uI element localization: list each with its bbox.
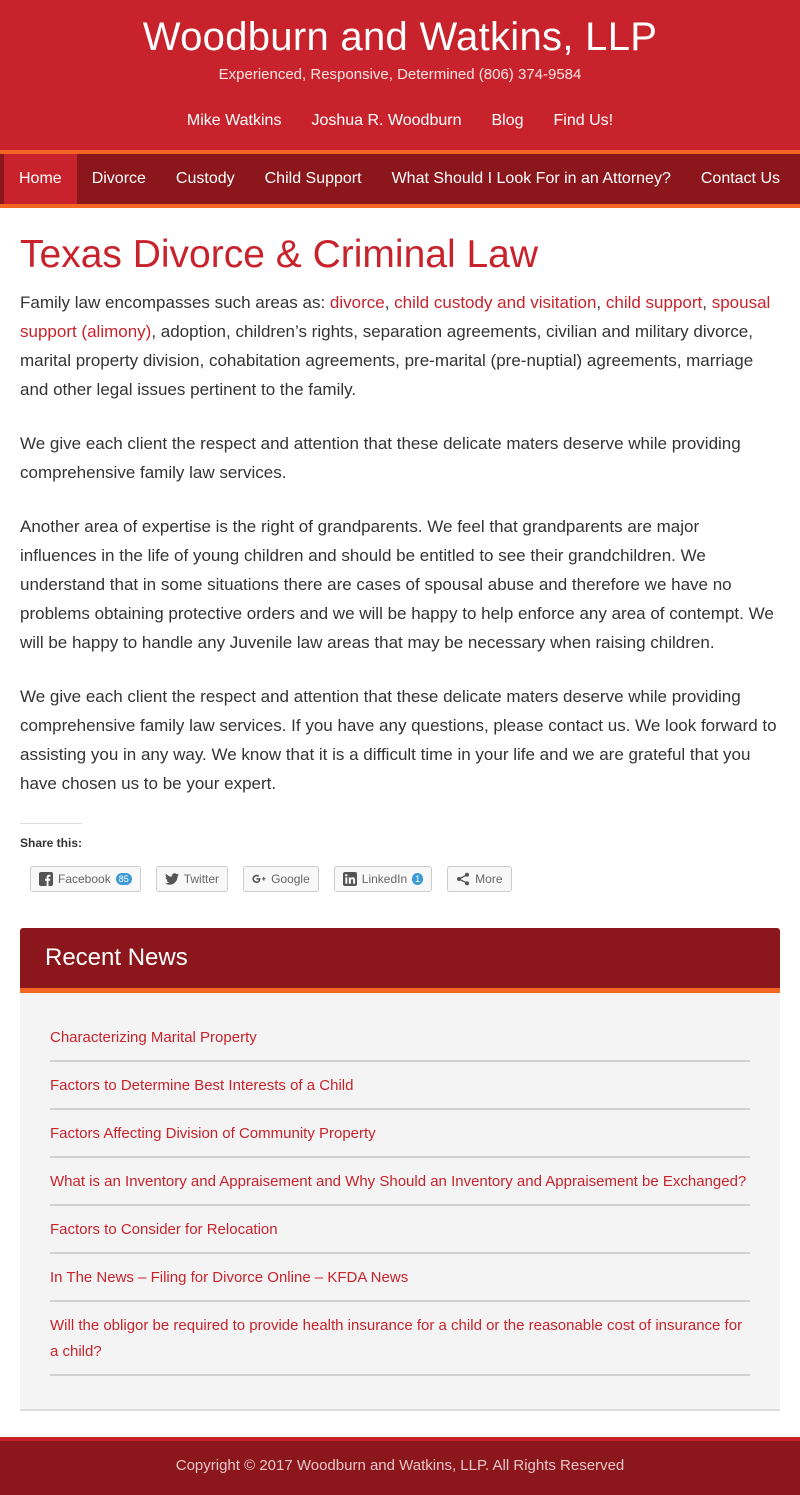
separator: , [384, 293, 395, 312]
share-twitter-label: Twitter [183, 872, 220, 886]
secondary-nav [0, 112, 800, 130]
nav-blog[interactable]: Blog [491, 112, 524, 129]
site-title[interactable]: Woodburn and Watkins, LLP [142, 15, 658, 59]
news-link[interactable]: What is an Inventory and Appraisement and Why Should an Inventory and Appraisement be Exchanged? [50, 1173, 747, 1190]
news-link[interactable]: Factors to Determine Best Interests of a Child [50, 1077, 354, 1094]
paragraph-respect: We give each client the respect and attention that these delicate maters deserve while providing comprehensive family law services. [20, 434, 741, 482]
nav-contact-us[interactable]: Contact Us [700, 170, 780, 187]
link-divorce[interactable]: divorce [329, 293, 385, 312]
share-section [20, 823, 780, 892]
list-item [50, 1307, 750, 1376]
nav-child-support[interactable]: Child Support [264, 170, 362, 187]
list-item [50, 1019, 750, 1062]
linkedin-icon [343, 872, 357, 886]
paragraph-rest: , adoption, children’s rights, separation agreements, civilian and military divorce, marital property division, cohabitation agreements, pre-marital (pre-nuptial) agreements, marriage and other legal issues pertinent to the family. [20, 322, 754, 399]
nav-divorce[interactable]: Divorce [91, 170, 146, 187]
linkedin-share-count: 1 [412, 873, 423, 885]
share-icon [456, 872, 470, 886]
recent-news-header [20, 928, 780, 993]
share-linkedin-label: LinkedIn [361, 872, 408, 886]
facebook-share-count: 85 [116, 873, 132, 885]
recent-news-list [20, 993, 780, 1411]
share-facebook-label: Facebook [58, 872, 111, 886]
share-buttons [20, 866, 780, 892]
share-google-label: Google [271, 872, 310, 886]
site-description: Experienced, Responsive, Determined (806) 374-9584 [218, 66, 582, 83]
share-google-button[interactable] [243, 866, 319, 892]
page-title: Texas Divorce & Criminal Law [20, 233, 538, 276]
google-plus-icon [252, 872, 266, 886]
link-child-support[interactable]: child support [605, 293, 703, 312]
nav-find-us[interactable]: Find Us! [553, 112, 614, 129]
list-item [50, 1067, 750, 1110]
separator: , [596, 293, 606, 312]
list-item [50, 1211, 750, 1254]
share-linkedin-button[interactable] [334, 866, 432, 892]
article [20, 232, 780, 798]
news-link[interactable]: Factors to Consider for Relocation [50, 1221, 278, 1238]
separator: , [702, 293, 712, 312]
news-link[interactable]: In The News – Filing for Divorce Online – KFDA News [50, 1269, 409, 1286]
nav-custody[interactable]: Custody [175, 170, 235, 187]
paragraph-intro: Family law encompasses such areas as: [20, 293, 330, 312]
news-link[interactable]: Characterizing Marital Property [50, 1029, 257, 1046]
primary-nav [0, 150, 800, 208]
link-child-custody[interactable]: child custody and visitation [394, 293, 597, 312]
list-item [50, 1115, 750, 1158]
site-footer [0, 1437, 800, 1495]
nav-attorney-guide[interactable]: What Should I Look For in an Attorney? [391, 170, 671, 187]
nav-home[interactable]: Home [4, 154, 77, 204]
twitter-icon [165, 872, 179, 886]
share-twitter-button[interactable] [156, 866, 228, 892]
news-link[interactable]: Will the obligor be required to provide health insurance for a child or the reasonable cost of insurance for a child? [50, 1317, 743, 1360]
main-content [0, 208, 800, 892]
facebook-icon [39, 872, 53, 886]
share-title: Share this: [20, 823, 82, 850]
site-header [0, 0, 800, 150]
link-spousal-support[interactable]: spousal support (alimony) [20, 293, 771, 341]
share-more-button[interactable] [447, 866, 511, 892]
paragraph-grandparents: Another area of expertise is the right of grandparents. We feel that grandparents are major influences in the life of young children and should be entitled to see their grandchildren. We understand that in some situations there are cases of spousal abuse and therefore we have no problems obtaining protective orders and we will be happy to help enforce any area of contempt. We will be happy to handle any Juvenile law areas that may be necessary when raising children. [20, 517, 774, 652]
recent-news-widget [20, 928, 780, 1411]
nav-joshua-woodburn[interactable]: Joshua R. Woodburn [311, 112, 462, 129]
paragraph-closing: We give each client the respect and attention that these delicate maters deserve while providing comprehensive family law services. If you have any questions, please contact us. We look forward to assisting you in any way. We know that it is a difficult time in your life and we are grateful that you have chosen us to be your expert. [20, 687, 777, 793]
nav-mike-watkins[interactable]: Mike Watkins [186, 112, 282, 129]
list-item [50, 1163, 750, 1206]
share-more-label: More [475, 872, 503, 886]
paragraph-family-law [20, 288, 780, 404]
share-facebook-button[interactable] [30, 866, 141, 892]
news-link[interactable]: Factors Affecting Division of Community Property [50, 1125, 376, 1142]
copyright: Copyright © 2017 Woodburn and Watkins, LLP. All Rights Reserved [175, 1457, 625, 1474]
list-item [50, 1259, 750, 1302]
recent-news-title: Recent News [45, 944, 188, 971]
